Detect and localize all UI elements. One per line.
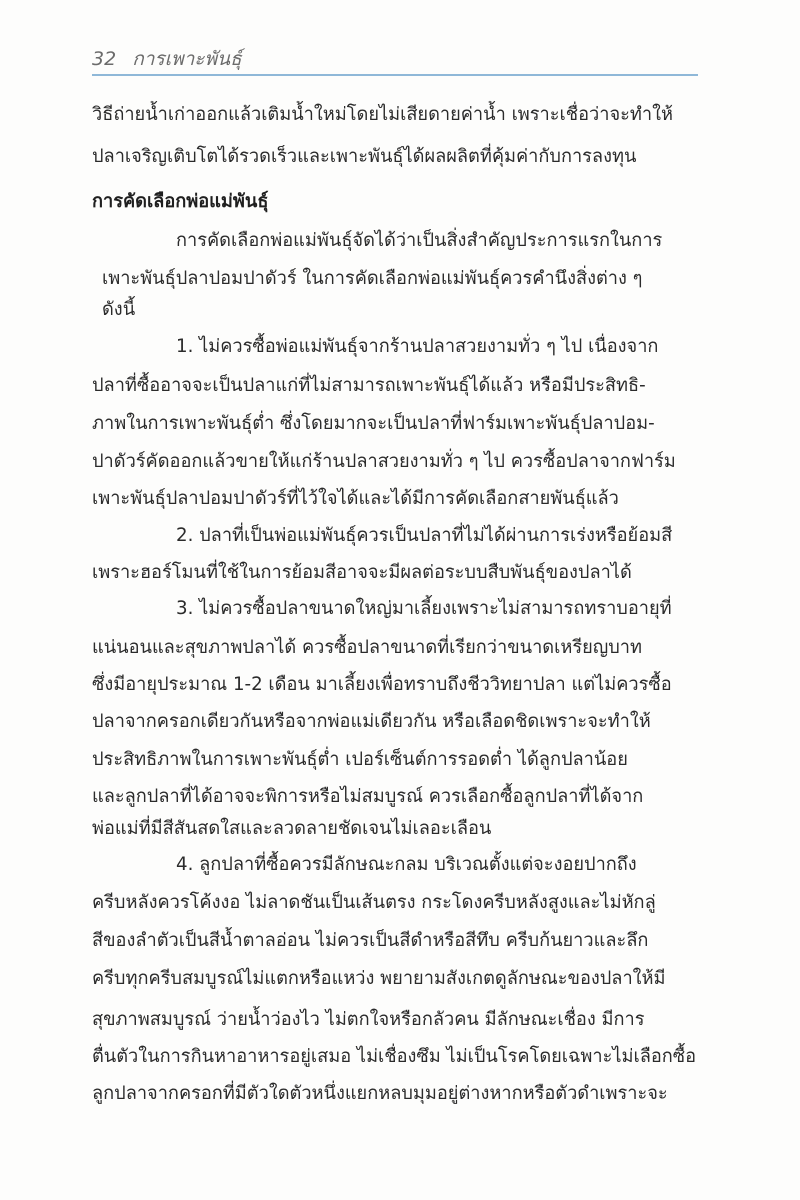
list-item-4-line: 4. ลูกปลาที่ซื้อควรมีลักษณะกลม บริเวณตั้งแต่จะงอยปากถึง [176,854,637,875]
body-line: สุขภาพสมบูรณ์ ว่ายน้ำว่องไว ไม่ตกใจหรือกลัวคน มีลักษณะเชื่อง มีการ [92,1009,645,1030]
list-item-2-line: 2. ปลาที่เป็นพ่อแม่พันธุ์ควรเป็นปลาที่ไม่ได้ผ่านการเร่งหรือย้อมสี [176,525,673,546]
body-line: เพาะพันธุ์ปลาปอมปาดัวร์ ในการคัดเลือกพ่อแม่พันธุ์ควรคำนึงสิ่งต่าง ๆ [102,268,643,289]
body-line: แน่นอนและสุขภาพปลาได้ ควรซื้อปลาขนาดที่เรียกว่าขนาดเหรียญบาท [92,637,642,658]
running-header [92,44,242,74]
body-line: ลูกปลาจากครอกที่มีตัวใดตัวหนึ่งแยกหลบมุมอยู่ต่างหากหรือตัวดำเพราะจะ [92,1083,668,1104]
body-line: ดังนี้ [102,299,136,320]
body-line: ปลาจากครอกเดียวกันหรือจากพ่อแม่เดียวกัน หรือเลือดชิดเพราะจะทำให้ [92,711,651,732]
body-line: ครีบทุกครีบสมบูรณ์ไม่แตกหรือแหว่ง พยายามสังเกตดูลักษณะของปลาให้มี [92,968,666,989]
list-item-3-line: 3. ไม่ควรซื้อปลาขนาดใหญ่มาเลี้ยงเพราะไม่สามารถทราบอายุที่ [176,598,672,619]
running-title: การเพาะพันธุ์ [132,48,242,70]
body-line: ภาพในการเพาะพันธุ์ต่ำ ซึ่งโดยมากจะเป็นปลาที่ฟาร์มเพาะพันธุ์ปลาปอม- [92,413,655,434]
section-heading: การคัดเลือกพ่อแม่พันธุ์ [92,191,269,212]
body-line: พ่อแม่ที่มีสีสันสดใสและลวดลายชัดเจนไม่เลอะเลือน [92,818,492,839]
body-line: ซึ่งมีอายุประมาณ 1-2 เดือน มาเลี้ยงเพื่อทราบถึงชีววิทยาปลา แต่ไม่ควรซื้อ [92,674,672,695]
body-line: ปลาที่ซื้ออาจจะเป็นปลาแก่ที่ไม่สามารถเพาะพันธุ์ได้แล้ว หรือมีประสิทธิ- [92,375,646,396]
list-item-1-line: 1. ไม่ควรซื้อพ่อแม่พันธุ์จากร้านปลาสวยงามทั่ว ๆ ไป เนื่องจาก [176,336,659,357]
body-line: วิธีถ่ายน้ำเก่าออกแล้วเติมน้ำใหม่โดยไม่เสียดายค่าน้ำ เพราะเชื่อว่าจะทำให้ [92,104,673,125]
body-line: การคัดเลือกพ่อแม่พันธุ์จัดได้ว่าเป็นสิ่งสำคัญประการแรกในการ [176,230,663,251]
body-line: ครีบหลังควรโค้งงอ ไม่ลาดชันเป็นเส้นตรง กระโดงครีบหลังสูงและไม่หักลู่ [92,892,656,913]
body-line: เพราะฮอร์โมนที่ใช้ในการย้อมสีอาจจะมีผลต่อระบบสืบพันธุ์ของปลาได้ [92,562,632,583]
header-rule [92,74,698,76]
body-line: สีของลำตัวเป็นสีน้ำตาลอ่อน ไม่ควรเป็นสีดำหรือสีทึบ ครีบก้นยาวและลึก [92,930,649,951]
body-line: เพาะพันธุ์ปลาปอมปาดัวร์ที่ไว้ใจได้และได้มีการคัดเลือกสายพันธุ์แล้ว [92,488,619,509]
page-number: 32 [92,48,117,70]
body-line: และลูกปลาที่ได้อาจจะพิการหรือไม่สมบูรณ์ ควรเลือกซื้อลูกปลาที่ได้จาก [92,786,644,807]
body-line: ปลาเจริญเติบโตได้รวดเร็วและเพาะพันธุ์ได้ผลผลิตที่คุ้มค่ากับการลงทุน [92,146,637,167]
body-line: ตื่นตัวในการกินหาอาหารอยู่เสมอ ไม่เชื่องซึม ไม่เป็นโรคโดยเฉพาะไม่เลือกซื้อ [92,1046,697,1067]
body-line: ปาดัวร์คัดออกแล้วขายให้แก่ร้านปลาสวยงามทั่ว ๆ ไป ควรซื้อปลาจากฟาร์ม [92,451,676,472]
body-line: ประสิทธิภาพในการเพาะพันธุ์ต่ำ เปอร์เซ็นต์การรอดต่ำ ได้ลูกปลาน้อย [92,749,628,770]
